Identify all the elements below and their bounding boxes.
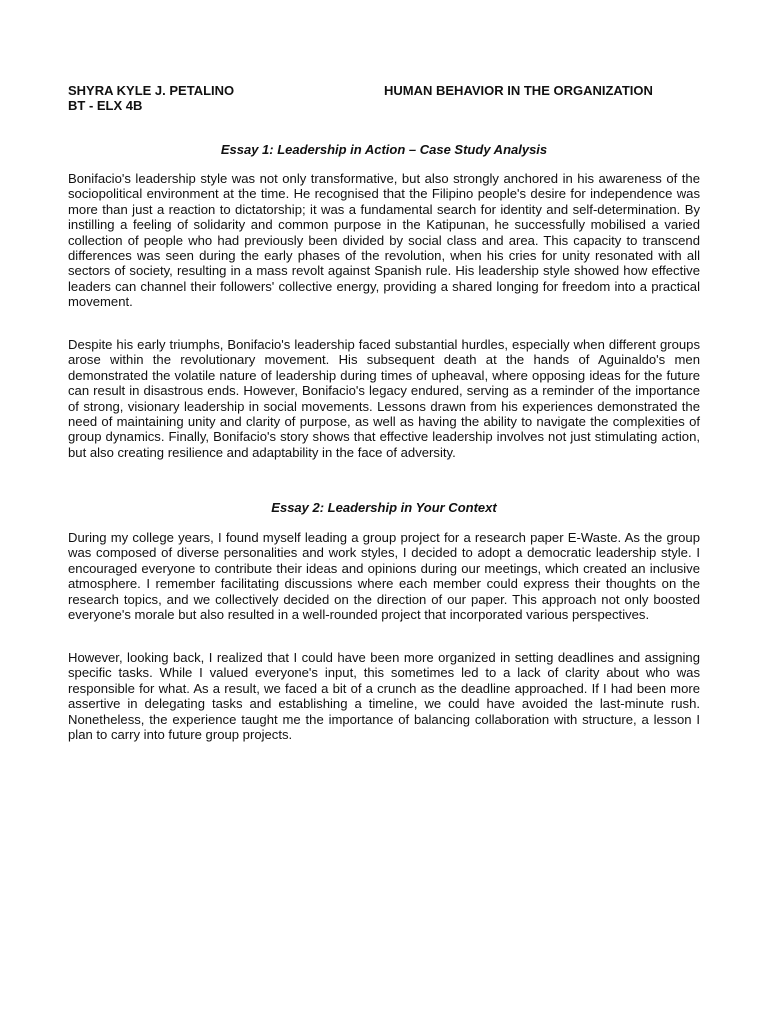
author-section: BT - ELX 4B xyxy=(68,98,143,113)
course-title: HUMAN BEHAVIOR IN THE ORGANIZATION xyxy=(384,83,653,98)
essay-1-title: Essay 1: Leadership in Action – Case Study Analysis xyxy=(220,142,548,157)
essay-2-title: Essay 2: Leadership in Your Context xyxy=(271,500,497,515)
essay-1-paragraph-1: Bonifacio's leadership style was not only transformative, but also strongly anchored in his awareness of the sociopolitical environment at the time. He recognised that the Filipino people's desire for independence was more than just a reaction to dictatorship; it was a fundamental search for identity and self-determination. By instilling a feeling of solidarity and common purpose in the Katipunan, he successfully mobilised a varied collection of people who had previously been divided by social class and area. This capacity to transcend differences was seen during the early phases of the revolution, when his cries for unity resonated with all sectors of society, resulting in a mass revolt against Spanish rule. His leadership style showed how effective leaders can channel their followers' collective energy, providing a shared longing for freedom into a practical movement. xyxy=(68,171,700,310)
essay-1-paragraph-2: Despite his early triumphs, Bonifacio's leadership faced substantial hurdles, especially when different groups arose within the revolutionary movement. His subsequent death at the hands of Aguinaldo's men demonstrated the volatile nature of leadership during times of upheaval, where opposing ideas for the future can result in disastrous ends. However, Bonifacio's legacy endured, serving as a reminder of the importance of strong, visionary leadership in social movements. Lessons drawn from his experiences demonstrated the need of maintaining unity and clarity of purpose, as well as having the ability to navigate the complexities of group dynamics. Finally, Bonifacio's story shows that effective leadership involves not just stimulating action, but also creating resilience and adaptability in the face of adversity. xyxy=(68,337,700,460)
essay-2-paragraph-1: During my college years, I found myself leading a group project for a research paper E-Waste. As the group was composed of diverse personalities and work styles, I decided to adopt a democratic leadership style. I encouraged everyone to contribute their ideas and opinions during our meetings, which created an inclusive atmosphere. I remember facilitating discussions where each member could express their thoughts on the research topics, and we collectively decided on the direction of our paper. This approach not only boosted everyone's morale but also resulted in a well-rounded project that incorporated various perspectives. xyxy=(68,530,700,623)
author-name: SHYRA KYLE J. PETALINO xyxy=(68,83,235,98)
essay-2-paragraph-2: However, looking back, I realized that I could have been more organized in setting deadlines and assigning specific tasks. While I valued everyone's input, this sometimes led to a lack of clarity about who was responsible for what. As a result, we faced a bit of a crunch as the deadline approached. If I had been more assertive in delegating tasks and establishing a timeline, we could have avoided the last-minute rush. Nonetheless, the experience taught me the importance of balancing collaboration with structure, a lesson I plan to carry into future group projects. xyxy=(68,650,700,743)
